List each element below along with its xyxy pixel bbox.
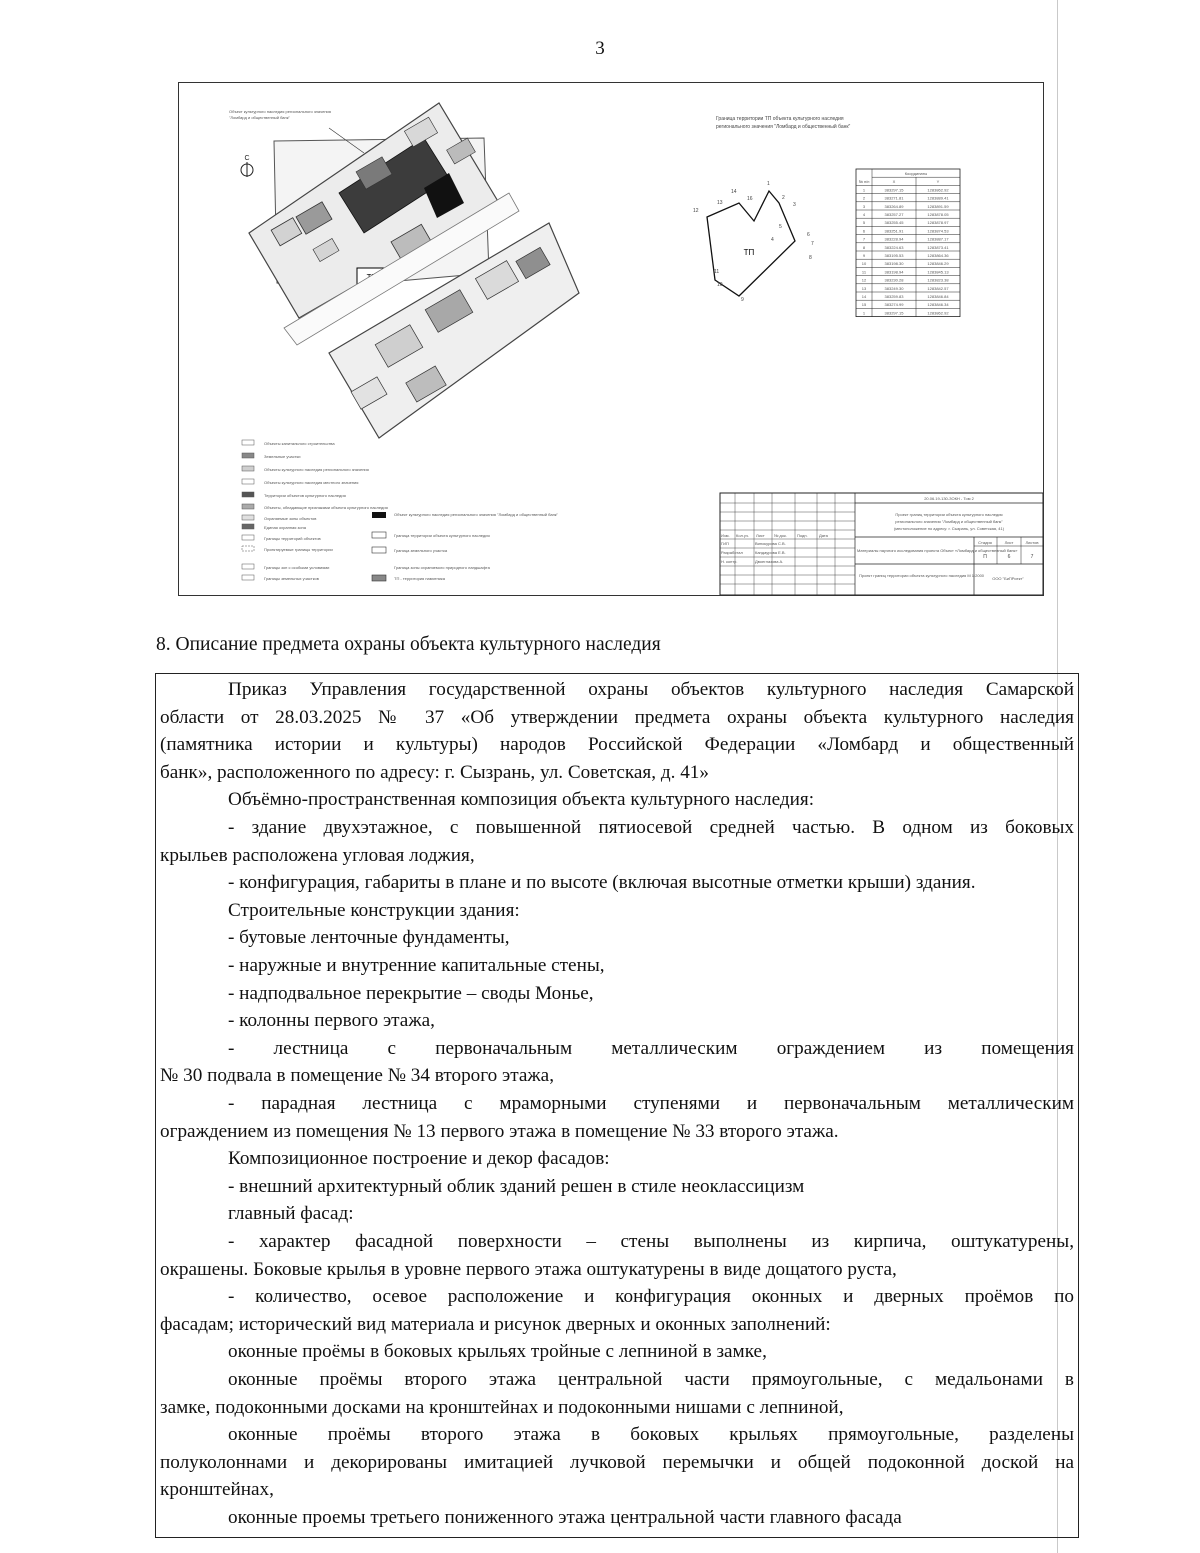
coord-row-x: 383274.99 xyxy=(884,302,904,308)
stamp-role-1: ГИП xyxy=(721,541,729,546)
legend-left-12: Границы земельных участков xyxy=(264,576,319,581)
coord-row-num: 10 xyxy=(861,261,867,267)
text-line: - здание двухэтажное, с повышенной пятиосевой средней частью. В одном из боковых xyxy=(228,817,1074,838)
stamp-col-6: Дата xyxy=(819,533,828,538)
stamp-title-2: регионального значения "Ломбард и общественный банк" xyxy=(895,519,1003,524)
coord-row-y: 1283873.41 xyxy=(927,244,949,250)
legend-left-11: Границы зон с особыми условиями xyxy=(264,565,330,570)
coord-row-num: 7 xyxy=(862,236,866,242)
north-label: С xyxy=(244,155,250,162)
coord-row-x: 383297.15 xyxy=(884,187,904,193)
callout-line-1: Объект культурного наследия регионального значения xyxy=(229,109,331,114)
text-line: - лестница с первоначальным металлическим ограждением из помещения xyxy=(228,1037,1074,1059)
text-line: оконные проемы третьего пониженного этажа центральной части главного фасада xyxy=(228,1507,902,1528)
pt-label-1: 1 xyxy=(767,181,770,187)
coord-row-num: 2 xyxy=(862,195,866,201)
coord-row-x: 383195.53 xyxy=(884,253,904,258)
coord-row-num: 1 xyxy=(862,310,866,316)
coord-row-x: 383230.28 xyxy=(884,277,904,283)
stamp-object-desc: Материалы научного исследования проекта Объект «Ломбард и общественный банк» xyxy=(857,548,1018,553)
text-line: Приказ Управления государственной охраны объектов культурного наследия Самарской xyxy=(228,679,1074,700)
coord-row-x: 383251.91 xyxy=(884,228,904,234)
text-line: ограждением из помещения № 13 первого этажа в помещение № 33 второго этажа. xyxy=(160,1120,839,1142)
stamp-sheet-header: Лист xyxy=(1004,540,1014,545)
legend-right-3: Граница земельного участка xyxy=(394,548,448,553)
boundary-contour xyxy=(693,116,851,303)
pt-label-6: 6 xyxy=(807,232,810,238)
stamp-role-3: Н. контр. xyxy=(721,559,738,564)
text-line: - наружные и внутренние капитальные стены, xyxy=(228,955,605,976)
site-map xyxy=(229,103,579,438)
coord-row-num: 1 xyxy=(862,187,866,193)
coord-row-num: 12 xyxy=(861,277,867,283)
text-line: оконные проёмы второго этажа центральной части прямоугольные, с медальонами в xyxy=(228,1369,1074,1390)
coord-row-y: 1283862.92 xyxy=(927,187,949,193)
coord-row-num: 13 xyxy=(861,285,867,291)
stamp-code: 20.06.19-130-ЗОКН - Том 2 xyxy=(924,496,974,501)
pt-label-11: 11 xyxy=(714,269,720,275)
stamp-person-1: Винокурова С.В. xyxy=(755,541,786,546)
boundary-title-1: Граница территории ТП объекта культурного наследия xyxy=(716,116,844,122)
pt-label-16: 16 xyxy=(747,196,753,202)
boundary-title-2: регионального значения "Ломбард и общественный банк" xyxy=(716,124,851,130)
coord-row-y: 1283874.53 xyxy=(927,228,949,234)
pt-label-12: 12 xyxy=(693,208,699,214)
text-line: окрашены. Боковые крылья в уровне первого этажа оштукатурены в виде дощатого руста, xyxy=(160,1258,897,1280)
text-line: - надподвальное перекрытие – своды Монье, xyxy=(228,982,594,1004)
coord-row-num: 15 xyxy=(861,302,867,308)
coord-header-group: Координаты xyxy=(904,171,928,176)
coord-row-y: 1283845.13 xyxy=(927,269,949,275)
pt-label-2: 2 xyxy=(782,195,785,201)
title-block xyxy=(720,493,1043,595)
coord-row-y: 1283864.36 xyxy=(927,253,949,258)
coord-row-x: 383198.30 xyxy=(884,261,904,267)
legend-left-9: Границы территорий объектов xyxy=(264,536,321,541)
stamp-col-2: Кол.уч. xyxy=(736,533,750,538)
coord-row-x: 383259.83 xyxy=(884,294,904,299)
coord-row-num: 11 xyxy=(861,269,867,275)
coordinates-table xyxy=(856,169,960,317)
text-line: - количество, осевое расположение и конфигурация оконных и дверных проёмов по xyxy=(228,1286,1074,1308)
legend-left-2: Земельные участки xyxy=(264,454,301,459)
coord-row-x: 383228.94 xyxy=(884,236,904,242)
pt-label-7: 7 xyxy=(811,241,814,247)
coord-row-y: 1283887.17 xyxy=(927,236,949,242)
coord-row-x: 383271.81 xyxy=(884,195,904,201)
coord-row-x: 383249.30 xyxy=(884,285,904,291)
coord-header-y: Y xyxy=(936,179,940,185)
coord-row-y: 1283846.29 xyxy=(927,261,949,267)
text-line: кронштейнах, xyxy=(160,1479,274,1501)
coord-row-x: 383224.63 xyxy=(884,244,904,250)
stamp-sheet: 6 xyxy=(1007,554,1011,560)
legend-left-4: Объекты культурного наследия местного значения xyxy=(264,480,359,485)
legend-left-5: Территории объектов культурного наследия xyxy=(264,493,346,498)
legend-left-8: Единая охранная зона xyxy=(264,525,306,530)
pt-label-10: 10 xyxy=(717,282,723,288)
stamp-drawing-name: Проект границ территории объекта культурного наследия М 1:2000 xyxy=(859,573,985,578)
pt-label-5: 5 xyxy=(779,224,782,230)
stamp-col-5: Подп. xyxy=(797,533,808,538)
text-line: Композиционное построение и декор фасадов: xyxy=(228,1148,610,1170)
stamp-stage-header: Стадия xyxy=(978,540,992,545)
legend-right-1: Объект культурного наследия регионального значения "Ломбард и общественный банк" xyxy=(394,512,558,517)
legend-right-5: ТП - территория памятника xyxy=(394,576,445,581)
stamp-person-3: Двоеглазова А. xyxy=(755,559,784,564)
coord-row-num: 9 xyxy=(862,253,866,258)
text-line: - колонны первого этажа, xyxy=(228,1010,435,1032)
site-plan-svg xyxy=(179,83,1043,595)
contour-tp-label: ТП xyxy=(743,248,755,257)
page-number: 3 xyxy=(595,38,605,59)
coord-row-x: 383255.45 xyxy=(884,220,904,226)
coord-row-x: 383264.89 xyxy=(884,203,904,209)
coord-header-x: X xyxy=(892,179,896,185)
text-line: главный фасад: xyxy=(228,1203,354,1225)
coord-row-num: 4 xyxy=(862,212,866,217)
section-heading: 8. Описание предмета охраны объекта культурного наследия xyxy=(156,634,661,655)
pt-label-13: 13 xyxy=(717,200,723,206)
legend-left-6: Объекты, обладающие признаками объекта культурного наследия xyxy=(264,505,388,510)
text-line: фасадам; исторический вид материала и рисунок дверных и оконных заполнений: xyxy=(160,1313,831,1335)
text-line: замке, подоконными досками на кронштейнах и подоконными нишами с лепниной, xyxy=(160,1396,844,1418)
stamp-col-1: Изм. xyxy=(721,533,730,538)
text-line: Строительные конструкции здания: xyxy=(228,899,520,921)
coord-row-y: 1283878.05 xyxy=(927,212,949,217)
callout-line-2: "Ломбард и общественный банк" xyxy=(229,115,290,120)
text-line: (памятника истории и культуры) народов Российской Федерации «Ломбард и общественный xyxy=(160,734,1074,756)
pt-label-4: 4 xyxy=(771,237,774,243)
pt-label-14: 14 xyxy=(731,189,737,195)
text-line: - конфигурация, габариты в плане и по высоте (включая высотные отметки крыши) здания. xyxy=(228,872,976,894)
text-line: области от 28.03.2025 № 37 «Об утверждении предмета охраны объекта культурного наследия xyxy=(160,706,1074,728)
pt-label-3: 3 xyxy=(793,202,796,208)
coord-row-num: 6 xyxy=(862,228,866,234)
coord-row-num: 14 xyxy=(861,294,867,299)
legend-left-1: Объекты капитального строительства xyxy=(264,441,335,446)
legend-left-3: Объекты культурного наследия регионального значения xyxy=(264,467,369,472)
coord-row-x: 383297.15 xyxy=(884,310,904,316)
map-legend xyxy=(242,440,559,581)
text-line: крыльев расположена угловая лоджия, xyxy=(160,844,475,866)
coord-row-x: 383257.27 xyxy=(884,212,904,217)
stamp-person-2: Кандаурова Е.В. xyxy=(755,550,786,555)
coord-row-x: 383198.94 xyxy=(884,269,904,275)
coord-row-y: 1283878.97 xyxy=(927,220,949,226)
stamp-sheets: 7 xyxy=(1030,554,1034,560)
coord-row-num: 3 xyxy=(862,203,866,209)
text-line: - бутовые ленточные фундаменты, xyxy=(228,927,510,949)
coord-row-y: 1283846.34 xyxy=(927,302,949,308)
legend-right-4: Граница зоны охраняемого природного ландшафта xyxy=(394,565,490,570)
coord-row-y: 1283846.84 xyxy=(927,294,949,299)
coord-row-y: 1283889.41 xyxy=(927,195,949,201)
text-line: оконные проёмы второго этажа в боковых крыльях прямоугольные, разделены xyxy=(228,1424,1074,1446)
text-line: оконные проёмы в боковых крыльях тройные с лепниной в замке, xyxy=(228,1341,767,1363)
text-line: - внешний архитектурный облик зданий решен в стиле неоклассицизм xyxy=(228,1175,805,1197)
stamp-stage: П xyxy=(983,554,987,560)
site-plan-drawing xyxy=(178,82,1044,596)
coord-header-num: № п/п xyxy=(858,179,870,185)
coord-row-y: 1283891.59 xyxy=(927,203,949,209)
coord-row-y: 1283862.92 xyxy=(927,310,949,316)
legend-left-7: Охраняемые зоны объектов xyxy=(264,516,317,521)
pt-label-8: 8 xyxy=(809,255,812,261)
text-line: полуколоннами и декорированы имитацией лучковой перемычки и общей подоконной доской на xyxy=(160,1451,1074,1473)
stamp-title-1: Проект границ территории объекта культурного наследия xyxy=(895,512,1003,517)
stamp-company: ООО "БиПРоект" xyxy=(992,576,1024,581)
stamp-col-3: Лист xyxy=(756,533,765,538)
text-line: банк», расположенного по адресу: г. Сызрань, ул. Советская, д. 41» xyxy=(160,761,709,783)
coord-row-num: 5 xyxy=(862,220,866,226)
text-line: - характер фасадной поверхности – стены выполнены из кирпича, оштукатурены, xyxy=(228,1231,1074,1252)
text-line: № 30 подвала в помещение № 34 второго этажа, xyxy=(160,1065,554,1087)
stamp-sheets-header: Листов xyxy=(1025,540,1039,545)
stamp-role-2: Разработал xyxy=(721,550,743,555)
legend-right-2: Граница территории объекта культурного наследия xyxy=(394,533,490,538)
coord-row-y: 1283842.57 xyxy=(927,285,949,291)
text-line: Объёмно-пространственная композиция объекта культурного наследия: xyxy=(228,789,815,811)
text-line: - парадная лестница с мраморными ступенями и первоначальным металлическим xyxy=(228,1093,1074,1114)
protection-subject-frame xyxy=(155,673,1079,1538)
coord-row-num: 8 xyxy=(862,244,866,250)
pt-label-9: 9 xyxy=(741,297,744,303)
stamp-title-3: (местоположение по адресу: г. Сызрань, ул. Советская, 41) xyxy=(893,526,1005,531)
stamp-col-4: № док. xyxy=(774,533,787,538)
coord-row-y: 1283823.38 xyxy=(927,277,949,283)
legend-left-10: Проектируемые границы территории xyxy=(264,547,333,552)
